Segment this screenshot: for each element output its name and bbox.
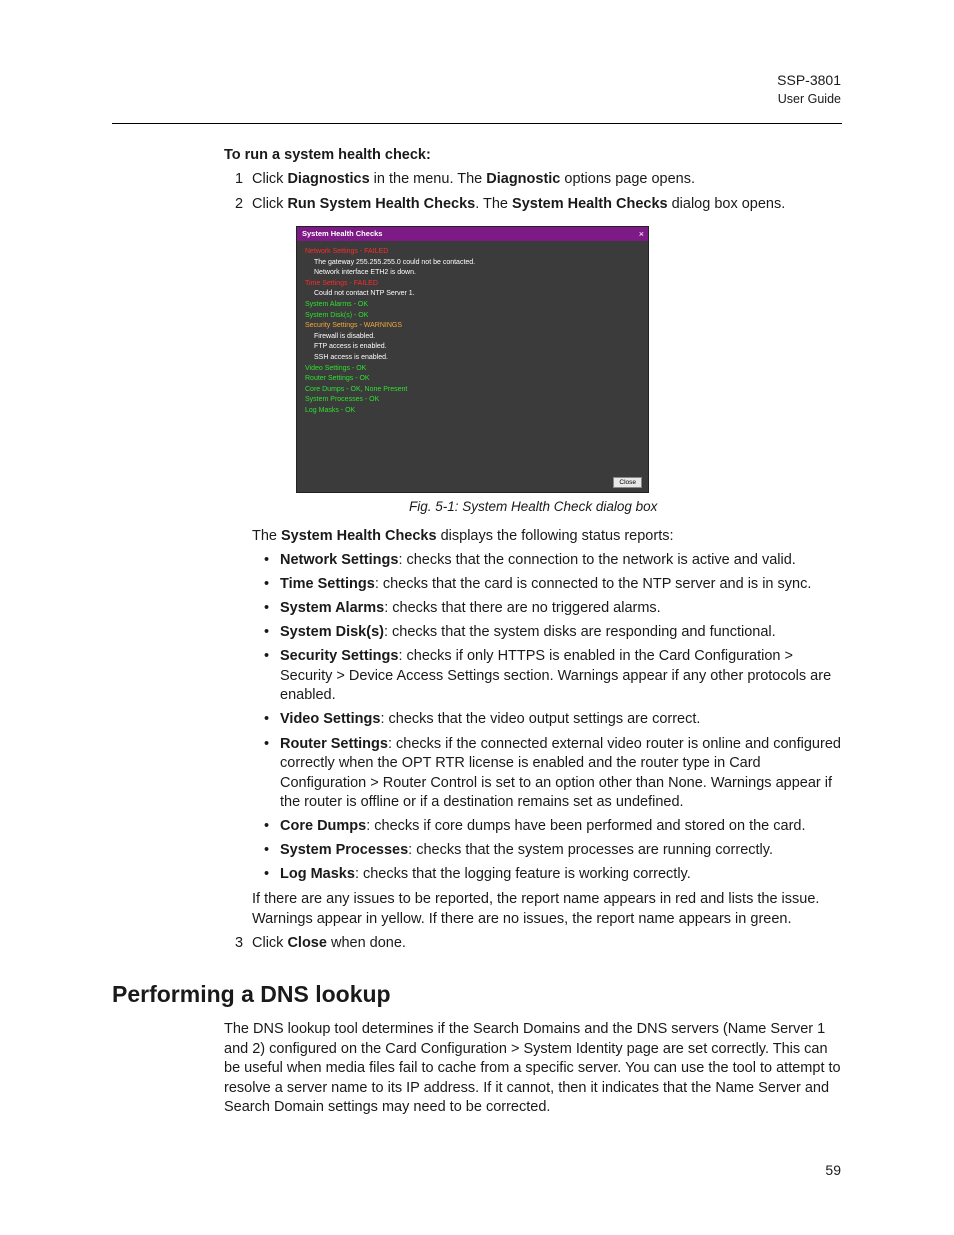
report-detail: SSH access is enabled. <box>314 353 388 361</box>
step-text: when done. <box>326 935 406 951</box>
step-bold: Run System Health Checks <box>287 196 476 212</box>
report-detail: Firewall is disabled. <box>314 332 376 340</box>
header-product: SSP-3801 <box>777 72 841 88</box>
step-number: 1 <box>235 171 244 187</box>
intro-text: displays the following status reports: <box>436 528 674 544</box>
report-status: Log Masks - OK <box>305 406 356 414</box>
dialog-titlebar <box>297 227 648 241</box>
step-bold: Diagnostics <box>287 171 370 187</box>
report-status: Video Settings - OK <box>305 364 367 372</box>
report-status: Core Dumps - OK, None Present <box>305 385 408 393</box>
step-number: 2 <box>235 196 244 212</box>
intro-paragraph <box>252 527 674 547</box>
list-item-term: System Alarms <box>280 600 385 617</box>
list-item <box>264 575 844 595</box>
step-text: options page opens. <box>560 171 696 187</box>
close-icon[interactable]: × <box>638 229 644 239</box>
step-text: Click <box>252 196 288 212</box>
list-item-text: : checks that the card is connected to the NTP server and is in sync. <box>374 576 812 593</box>
step-text: . The <box>475 196 513 212</box>
list-item-term: Core Dumps <box>280 818 367 835</box>
step-bold: System Health Checks <box>512 196 668 212</box>
step-1 <box>235 171 695 187</box>
list-item-text: : checks if only HTTPS is enabled in the Card Configuration > Security > Device Access Settings section. Warnings appear if any other protocols are enabled. <box>280 648 832 704</box>
list-item-text: : checks that the system disks are responding and functional. <box>383 624 776 641</box>
list-item <box>264 647 844 706</box>
report-status: Time Settings - FAILED <box>305 279 378 287</box>
list-item-term: Log Masks <box>280 866 355 883</box>
list-item-term: Router Settings <box>280 735 388 752</box>
section-heading: Performing a DNS lookup <box>112 981 391 1007</box>
section-body: The DNS lookup tool determines if the Search Domains and the DNS servers (Name Server 1 and 2) configured on the Card Configuration > System Identity page are set correctly. This can be useful when media files fail to cache from a specific server. You can use the tool to attempt to resolve a server name to its IP address. If it cannot, then it indicates that the Name Server and Search Domain settings may need to be corrected. <box>224 1021 841 1115</box>
step-number: 3 <box>235 935 244 951</box>
list-item <box>264 841 844 861</box>
dialog-title: System Health Checks <box>302 229 383 238</box>
list-item-text: : checks that the logging feature is working correctly. <box>354 866 691 883</box>
step-text: Click <box>252 935 288 951</box>
step-2 <box>235 196 785 212</box>
report-status: System Alarms - OK <box>305 300 369 308</box>
status-report-list <box>264 551 844 889</box>
list-item <box>264 599 844 619</box>
list-item-text: : checks if the connected external video router is online and configured correctly when the OPT RTR license is enabled and the router type in Card Configuration > Router Control is set to an option other than None. Warnings appear if the router is offline or if a destination remains set as undefined. <box>280 735 841 811</box>
intro-text: The <box>252 528 282 544</box>
list-item-text: : checks that the connection to the network is active and valid. <box>398 552 796 568</box>
issues-note: If there are any issues to be reported, the report name appears in red and lists the issue. Warnings appear in yellow. If there are no issues, the report name appears in green. <box>252 891 820 927</box>
list-item-term: System Disk(s) <box>280 624 384 641</box>
system-health-dialog <box>296 226 649 493</box>
step-text: in the menu. The <box>369 171 487 187</box>
list-item <box>264 817 844 837</box>
list-item-text: : checks that the system processes are running correctly. <box>408 842 773 859</box>
step-text: Click <box>252 171 288 187</box>
report-detail: FTP access is enabled. <box>314 343 387 351</box>
report-detail: Could not contact NTP Server 1. <box>314 290 415 298</box>
dialog-report-list <box>305 247 475 417</box>
list-item <box>264 623 844 643</box>
list-item-term: System Processes <box>280 842 409 859</box>
list-item-term: Network Settings <box>280 552 399 568</box>
figure-caption: Fig. 5-1: System Health Check dialog box <box>409 499 658 514</box>
list-item <box>264 735 844 813</box>
list-item-term: Time Settings <box>280 576 375 593</box>
report-status: System Disk(s) - OK <box>305 311 369 319</box>
header-guide: User Guide <box>777 92 841 106</box>
list-item-text: : checks that there are no triggered alarms. <box>384 600 661 617</box>
intro-bold: System Health Checks <box>281 528 437 544</box>
header-rule <box>112 123 842 124</box>
report-status: Router Settings - OK <box>305 375 370 383</box>
list-item-text: : checks that the video output settings are correct. <box>380 711 701 728</box>
report-status: Network Settings - FAILED <box>305 248 389 255</box>
step-3 <box>235 935 406 951</box>
list-item <box>264 710 844 730</box>
report-status: Security Settings - WARNINGS <box>305 322 402 330</box>
report-status: System Processes - OK <box>305 396 380 404</box>
report-detail: The gateway 255.255.255.0 could not be contacted. <box>314 258 476 266</box>
procedure-title: To run a system health check: <box>224 147 431 163</box>
step-bold: Diagnostic <box>486 171 561 187</box>
list-item-term: Video Settings <box>280 711 381 728</box>
list-item <box>264 865 844 885</box>
step-text: dialog box opens. <box>667 196 786 212</box>
page-number: 59 <box>825 1162 841 1178</box>
list-item <box>264 551 844 571</box>
list-item-text: : checks if core dumps have been performed and stored on the card. <box>366 818 806 835</box>
dialog-close-button[interactable]: Close <box>613 477 642 488</box>
report-detail: Network interface ETH2 is down. <box>314 269 416 277</box>
list-item-term: Security Settings <box>280 648 399 665</box>
step-bold: Close <box>287 935 327 951</box>
